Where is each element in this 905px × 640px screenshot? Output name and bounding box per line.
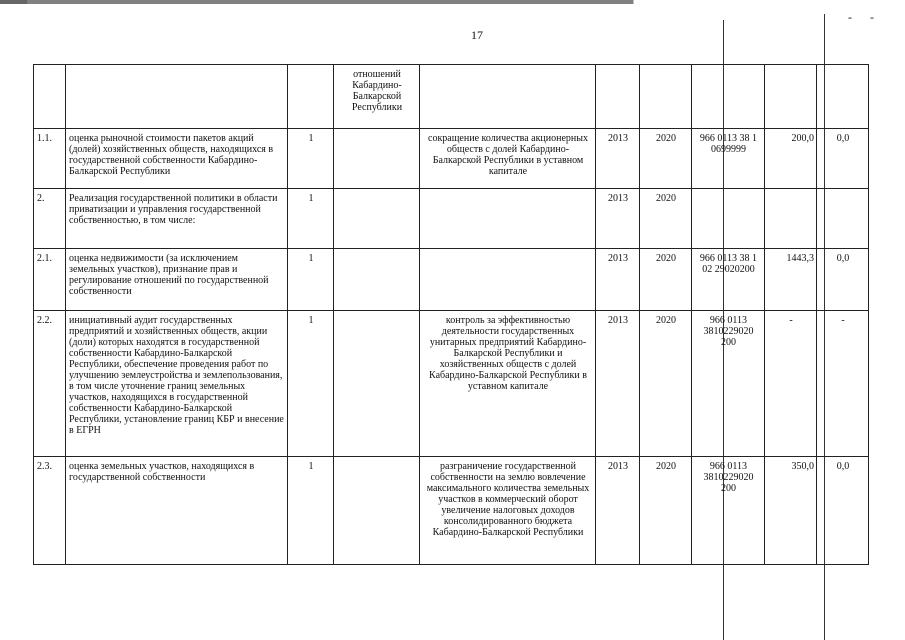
cell-extra: 0,0: [817, 249, 869, 311]
cell-amount: [765, 189, 817, 249]
table-row: [34, 129, 869, 189]
cell-kbk: 966 0113 38 1 0699999: [692, 129, 765, 189]
cell-amount: 200,0: [765, 129, 817, 189]
cell-end: 2020: [640, 189, 692, 249]
cell-name: оценка недвижимости (за исключением земельных участков), признание прав и регулирование отношений по государственной собственности: [66, 249, 288, 311]
cell-extra: 0,0: [817, 457, 869, 565]
cell-kbk: [692, 65, 765, 129]
cell-num: 2.2.: [34, 311, 66, 457]
cell-name: [66, 65, 288, 129]
cell-start: 2013: [596, 129, 640, 189]
cell-num: 2.3.: [34, 457, 66, 565]
cell-num: 2.1.: [34, 249, 66, 311]
cell-code: 1: [288, 457, 334, 565]
cell-executor: [334, 249, 420, 311]
page-number: 17: [471, 28, 483, 42]
cell-code: 1: [288, 311, 334, 457]
cell-result: разграничение государственной собственности на землю вовлечение максимального количества земельных участков в коммерческий оборот увеличение налоговых доходов консолидированного бюджета Кабардино-Балкарской Республики: [420, 457, 596, 565]
cell-name: Реализация государственной политики в области приватизации и управления государственной собственностью, в том числе:: [66, 189, 288, 249]
cell-code: 1: [288, 249, 334, 311]
cell-executor: отношений Кабардино-Балкарской Республики: [334, 65, 420, 129]
cell-end: 2020: [640, 129, 692, 189]
table-row: [34, 311, 869, 457]
cell-result: [420, 189, 596, 249]
cell-extra: 0,0: [817, 129, 869, 189]
cell-result: [420, 65, 596, 129]
table-header-row: [34, 65, 869, 129]
cell-num: 1.1.: [34, 129, 66, 189]
cell-code: 1: [288, 129, 334, 189]
cell-extra: [817, 189, 869, 249]
cell-name: инициативный аудит государственных предприятий и хозяйственных обществ, акции (доли) которых находятся в государственной собственности Кабардино-Балкарской Республики, обеспечение проведения работ по улучшению землеустройства и землепользования, в том числе уточнение границ земельных участков, находящихся в государственной собственности Кабардино-Балкарской Республики, установление границ КБР и внесение в ЕГРН: [66, 311, 288, 457]
cell-executor: [334, 129, 420, 189]
cell-result: [420, 249, 596, 311]
table-row: [34, 249, 869, 311]
cell-extra: [817, 65, 869, 129]
cell-amount: [765, 65, 817, 129]
cell-extra: -: [817, 311, 869, 457]
cell-start: 2013: [596, 457, 640, 565]
cell-start: [596, 65, 640, 129]
cell-end: 2020: [640, 249, 692, 311]
cell-result: контроль за эффективностью деятельности государственных унитарных предприятий Кабардино-Балкарской Республики и хозяйственных обществ с долей Кабардино-Балкарской Республики в уставном капитале: [420, 311, 596, 457]
cell-kbk: 966 0113 38 1 02 29020200: [692, 249, 765, 311]
cell-kbk: 966 0113 3810229020 200: [692, 311, 765, 457]
cell-code: [288, 65, 334, 129]
cell-end: [640, 65, 692, 129]
cell-amount: 1443,3: [765, 249, 817, 311]
scan-artifact-top: [0, 0, 905, 4]
scan-mark: -: [870, 10, 874, 24]
cell-kbk: [692, 189, 765, 249]
cell-amount: 350,0: [765, 457, 817, 565]
cell-code: 1: [288, 189, 334, 249]
cell-result: сокращение количества акционерных обществ с долей Кабардино-Балкарской Республики в уставном капитале: [420, 129, 596, 189]
cell-end: 2020: [640, 311, 692, 457]
cell-executor: [334, 457, 420, 565]
cell-start: 2013: [596, 311, 640, 457]
table-row: [34, 189, 869, 249]
cell-amount: -: [765, 311, 817, 457]
cell-name: оценка рыночной стоимости пакетов акций (долей) хозяйственных обществ, находящихся в государственной собственности Кабардино-Балкарской Республики: [66, 129, 288, 189]
cell-end: 2020: [640, 457, 692, 565]
cell-num: [34, 65, 66, 129]
cell-kbk: 966 0113 3810229020 200: [692, 457, 765, 565]
scan-mark: -: [848, 10, 852, 24]
program-activities-table: [33, 64, 869, 565]
cell-start: 2013: [596, 189, 640, 249]
cell-executor: [334, 311, 420, 457]
cell-name: оценка земельных участков, находящихся в государственной собственности: [66, 457, 288, 565]
cell-executor: [334, 189, 420, 249]
cell-start: 2013: [596, 249, 640, 311]
table-row: [34, 457, 869, 565]
cell-num: 2.: [34, 189, 66, 249]
